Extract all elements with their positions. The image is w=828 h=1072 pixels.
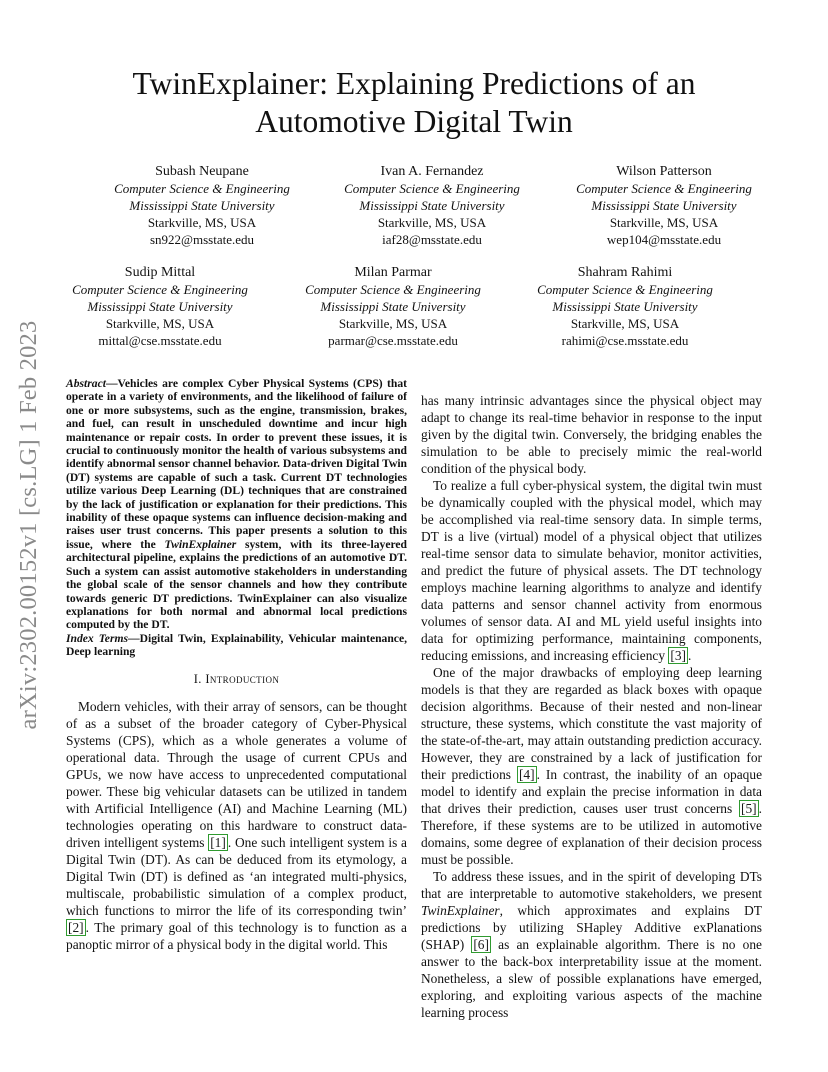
intro-paragraph <box>66 698 407 953</box>
author-block <box>327 163 537 248</box>
intro-text: . One such intelligent system is a Digital Twin (DT). As can be deduced from its etymology, a Digital Twin (DT) is defined as ‘an integrated multi-physics, multiscale, probabilistic simulation of a complex product, which functions to mirror the life of its corresponding twin’ <box>66 834 407 918</box>
abstract-system-name: TwinExplainer <box>164 537 237 551</box>
abstract-lead: Abstract <box>66 377 106 390</box>
author-block <box>559 163 769 248</box>
right-column <box>421 392 762 1021</box>
author-dept: Computer Science & Engineering <box>576 181 752 196</box>
abstract-text-1: —Vehicles are complex Cyber Physical Systems (CPS) that operate in a variety of environments, and the likelihood of failure of one or more subsystems, such as the engine, transmission, brakes, and fuel, can result in unscheduled downtime and incur high maintenance or repair costs. In order to prevent these issues, it is crucial to continuously monitor the health of various subsystems and identify abnormal sensor channel behavior. Data-driven Digital Twin (DT) systems are capable of such a task. Current DT technologies utilize various Deep Learning (DL) techniques that are constrained by the lack of justification or explanation for their predictions. This inability of these opaque systems can influence decision-making and raises user trust concerns. This paper presents a solution to this issue, where the <box>66 377 407 551</box>
system-name: TwinExplainer <box>421 903 500 918</box>
citation-link[interactable]: [1] <box>210 834 226 850</box>
author-email[interactable]: iaf28@msstate.edu <box>382 232 482 247</box>
body-paragraph <box>421 477 762 664</box>
body-text: . <box>688 648 692 663</box>
author-dept: Computer Science & Engineering <box>114 181 290 196</box>
author-email[interactable]: rahimi@cse.msstate.edu <box>561 333 689 348</box>
title-line-1: TwinExplainer: Explaining Predictions of an <box>132 66 696 101</box>
author-block <box>288 264 498 349</box>
paper-title <box>0 65 828 141</box>
author-city: Starkville, MS, USA <box>147 215 257 230</box>
arxiv-identifier-text: arXiv:2302.00152v1 [cs.LG] 1 Feb 2023 <box>15 320 42 730</box>
author-dept: Computer Science & Engineering <box>72 282 248 297</box>
body-paragraph <box>421 664 762 868</box>
author-name: Shahram Rahimi <box>577 265 673 280</box>
body-paragraph: has many intrinsic advantages since the physical object may adapt to change its real-time behavior in response to the input given by the digital twin. Conversely, the bridging enables the simulation to be able to precisely mimic the real-world condition of the physical body. <box>421 393 762 476</box>
intro-text: . The primary goal of this technology is to function as a panoptic mirror of a physical body in the digital world. This <box>66 919 407 952</box>
left-column <box>66 377 407 953</box>
author-dept: Computer Science & Engineering <box>344 181 520 196</box>
author-name: Ivan A. Fernandez <box>380 164 484 179</box>
author-univ: Mississippi State University <box>552 299 698 314</box>
index-terms-lead: Index Terms <box>66 631 128 645</box>
citation-link[interactable]: [6] <box>473 937 489 952</box>
author-block <box>97 163 307 248</box>
author-city: Starkville, MS, USA <box>338 316 448 331</box>
body-text: . Therefore, if these systems are to be utilized in automotive domains, some degree of explanation of their decision process must be possible. <box>421 801 762 867</box>
citation-link[interactable]: [3] <box>670 648 687 663</box>
author-email[interactable]: sn922@msstate.edu <box>149 232 255 247</box>
body-text: as an explainable algorithm. There is no one answer to the back-box interpretability issue at the moment. Nonetheless, a slew of possible explanations have emerged, exploring, and exploiting various aspects of the machine learning process <box>421 937 762 1020</box>
author-dept: Computer Science & Engineering <box>537 282 713 297</box>
author-email[interactable]: wep104@msstate.edu <box>606 232 722 247</box>
index-terms-text: —Digital Twin, Explainability, Vehicular maintenance, Deep learning <box>66 631 407 659</box>
author-name: Wilson Patterson <box>616 164 712 179</box>
citation-link[interactable]: [2] <box>68 919 84 935</box>
abstract <box>66 377 407 632</box>
author-block <box>55 264 265 349</box>
author-name: Subash Neupane <box>155 164 249 179</box>
author-city: Starkville, MS, USA <box>105 316 215 331</box>
body-text: To realize a full cyber-physical system, the digital twin must be dynamically coupled with the physical model, which may be accomplished via real-time sensory data. In simple terms, DT is a live (virtual) model of a physical object that utilizes real-time sensor data to simulate behavior, monitor activities, and predict the future of physical assets. The DT technology employs machine learning algorithms to analyze and identify data patterns and sensor channel activity from enormous volumes of sensor data. AI and ML yield useful insights into data for optimizing performance, maintaining components, reducing emissions, and increasing efficiency <box>421 478 762 663</box>
author-city: Starkville, MS, USA <box>609 215 719 230</box>
body-text: , which approximates and explains DT predictions by utilizing SHapley Additive exPlanations (SHAP) <box>421 903 762 952</box>
intro-text: Modern vehicles, with their array of sensors, can be thought of as a subset of the broader category of Cyber-Physical Systems (CPS), which as a whole generates a volume of operational data. Through the usage of current CPUs and GPUs, we now have access to unprecedented computational power. These big vehicular datasets can be utilized in tandem with Artificial Intelligence (AI) and Machine Learning (ML) technologies operating on this hardware to construct data-driven intelligent systems <box>66 698 407 850</box>
author-univ: Mississippi State University <box>87 299 233 314</box>
author-name: Sudip Mittal <box>124 265 196 280</box>
author-city: Starkville, MS, USA <box>570 316 680 331</box>
body-text: To address these issues, and in the spirit of developing DTs that are interpretable to automotive stakeholders, we present <box>421 869 762 901</box>
author-univ: Mississippi State University <box>591 198 737 213</box>
citation-link[interactable]: [5] <box>741 801 757 816</box>
index-terms <box>66 632 407 659</box>
author-dept: Computer Science & Engineering <box>305 282 481 297</box>
author-block <box>520 264 730 349</box>
author-univ: Mississippi State University <box>359 198 505 213</box>
section-heading: I. Introduction <box>193 671 280 686</box>
author-email[interactable]: mittal@cse.msstate.edu <box>98 333 222 348</box>
title-line-2: Automotive Digital Twin <box>255 104 573 139</box>
abstract-text-2: system, with its three-layered architectural pipeline, explains the predictions of an automotive DT. Such a system can assist automotive stakeholders in understanding the global scale of the sensor channels and how they contribute towards generic DT predictions. TwinExplainer can also visualize explanations for both normal and abnormal local predictions computed by the DT. <box>66 537 407 632</box>
author-univ: Mississippi State University <box>320 299 466 314</box>
arxiv-identifier <box>4 290 54 760</box>
author-email[interactable]: parmar@cse.msstate.edu <box>328 333 458 348</box>
body-paragraph <box>421 868 762 1021</box>
citation-link[interactable]: [4] <box>518 767 535 782</box>
author-name: Milan Parmar <box>354 265 432 280</box>
author-city: Starkville, MS, USA <box>377 215 487 230</box>
body-text: . In contrast, the inability of an opaque model to identify and explain the precise information in data that drives their prediction, causes user trust concerns <box>421 767 763 816</box>
body-text: One of the major drawbacks of employing deep learning models is that they are regarded as black boxes with opaque decision algorithms. Because of their nested and non-linear structure, these systems, which constitute the vast majority of the state-of-the-art, may attain outstanding prediction accuracy. However, they are constrained by a lack of justification for their predictions <box>421 665 762 782</box>
author-univ: Mississippi State University <box>129 198 275 213</box>
